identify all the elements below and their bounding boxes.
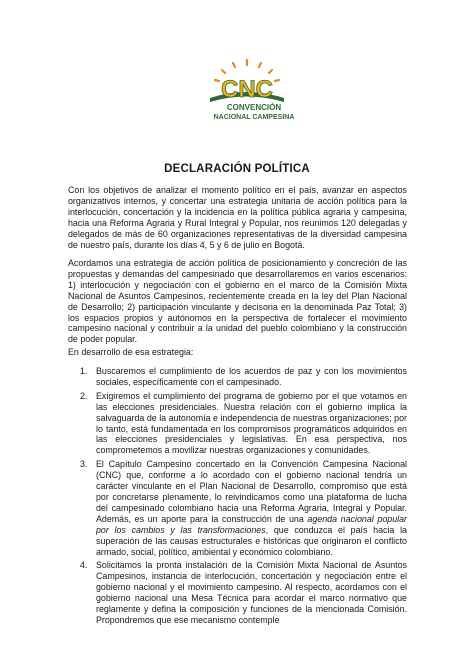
list-item-text: Solicitamos la pronta instalación de la Comisión Mixta Nacional de Asuntos Campesinos, instancia de interlocución, concertación y negociación entre el gobierno nacional y el movimiento campesino. Al respecto, acordamos con el gobierno nacional una Mesa Técnica para acordar el marco normativo que reglamente y defina la composición y funciones de la mencionada Comisión. Propondremos que ese mecanismo contemple xyxy=(96,560,407,625)
list-number: 2. xyxy=(80,390,88,401)
logo-initials: CNC xyxy=(221,76,273,103)
list-item-text: Exigiremos el cumplimiento del programa de gobierno por el que votamos en las elecciones presidenciales. Nuestra relación con el gobierno implica la salvaguarda de la autonomía e independencia de nuestras organizaciones; por lo tanto, está fundamentada en los compromisos programáticos adquiridos en las elecciones presidenciales y legislativas. En esa perspectiva, nos comprometemos a movilizar nuestras organizaciones y comunidades. xyxy=(96,390,407,456)
strategy-list xyxy=(68,366,407,629)
list-item xyxy=(68,366,407,388)
list-item xyxy=(68,391,407,456)
document-title: DECLARACIÓN POLÍTICA xyxy=(164,163,310,175)
list-item-text: El Capítulo Campesino concertado en la Convención Campesina Nacional (CNC) que, conforme a lo acordado con el gobierno nacional tendría un carácter vinculante en el Plan Nacional de Desarrollo, compromiso que está por concretarse plenamente, lo reivindicamos como una plataforma de lucha del campesinado colombiano hacia una Reforma Agraria, Integral y Popular. Además, es un aporte para la construcción de una xyxy=(96,459,407,524)
paragraph-strategy: Acordamos una estrategia de acción política de posicionamiento y concreción de las propuestas y demandas del campesinado que desarrollaremos en varios escenarios: 1) interlocución y negociación con el gobierno en el marco de la Comisión Mixta Nacional de Asuntos Campesinos, recientemente creada en la ley del Plan Nacional de Desarrollo; 2) participación vinculante y decisoria en la denominada Paz Total; 3) los espacios propios y autónomos en la perspectiva de fortalecer el movimiento campesino nacional y contribuir a la unidad del pueblo colombiano y la construcción de poder popular. xyxy=(68,258,407,345)
paragraph-lead-in: En desarrollo de esa estrategia: xyxy=(68,347,194,357)
paragraph-intro: Con los objetivos de analizar el momento político en el país, avanzar en aspectos organizativos internos, y concertar una estrategia unitaria de acción política para la interlocución, concertación y la incidencia en la política pública agraria y campesina, hacia una Reforma Agraria y Rural Integral y Popular, nos reunimos 120 delegadas y delegados de más de 60 organizaciones representativas de la diversidad campesina de nuestro país, durante los días 4, 5 y 6 de julio en Bogotá. xyxy=(68,185,407,250)
list-number: 3. xyxy=(80,459,88,470)
list-number: 4. xyxy=(80,560,88,571)
list-item xyxy=(68,459,407,557)
list-item-text: Buscaremos el cumplimiento de los acuerdos de paz y con los movimientos sociales, específicamente con el campesinado. xyxy=(96,366,407,387)
list-number: 1. xyxy=(80,366,88,376)
list-item-text-continued: , que conduzca el país hacia la superación de las causas estructurales e históricas que originaron el conflicto armado, social, político, ambiental y económico colombiano. xyxy=(96,524,407,557)
logo-line1: CONVENCIÓN xyxy=(226,103,282,112)
list-item-emphasis: agenda nacional popular por los cambios y las transformaciones xyxy=(96,513,407,535)
logo-line2: NACIONAL CAMPESINA xyxy=(213,114,295,121)
cnc-logo xyxy=(192,56,302,122)
list-item xyxy=(68,560,407,625)
